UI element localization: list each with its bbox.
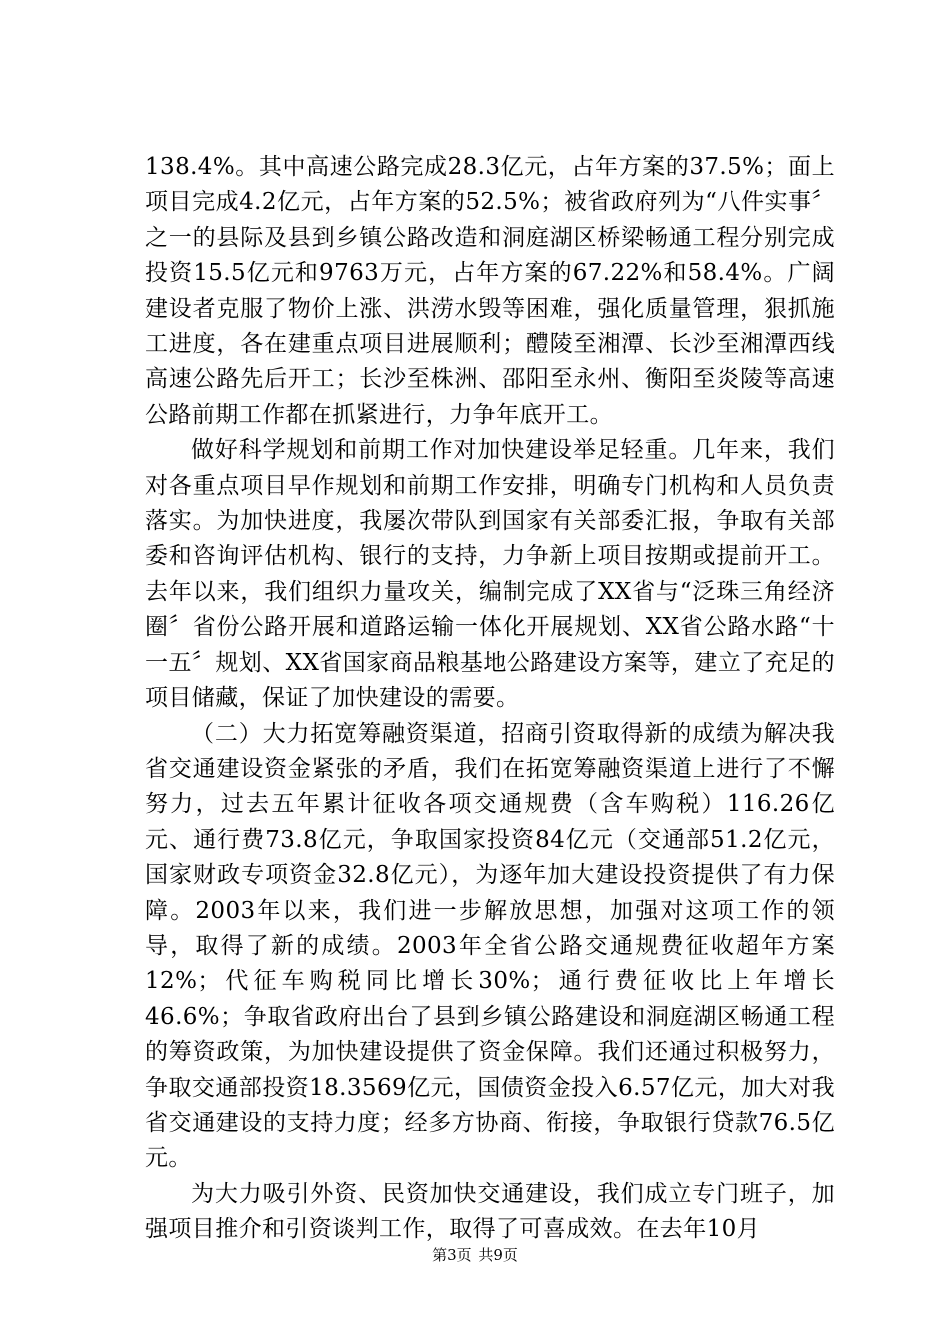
page-total: 共9页: [478, 1246, 518, 1264]
paragraph-financing: （二）大力拓宽筹融资渠道，招商引资取得新的成绩为解决我省交通建设资金紧张的矛盾，我们在拓宽筹融资渠道上进行了不懈努力，过去五年累计征收各项交通规费（含车购税）116.26亿元、通行费73.8亿元，争取国家投资84亿元（交通部51.2亿元，国家财政专项资金32.8亿元），为逐年加大建设投资提供了有力保障。2003年以来，我们进一步解放思想，加强对这项工作的领导，取得了新的成绩。2003年全省公路交通规费征收超年方案12%；代征车购税同比增长30%；通行费征收比上年增长46.6%；争取省政府出台了县到乡镇公路建设和洞庭湖区畅通工程的筹资政策，为加快建设提供了资金保障。我们还通过积极努力，争取交通部投资18.3569亿元，国债资金投入6.57亿元，加大对我省交通建设的支持力度；经多方协商、衔接，争取银行贷款76.5亿元。: [145, 720, 835, 1172]
paragraph-planning: 做好科学规划和前期工作对加快建设举足轻重。几年来，我们对各重点项目早作规划和前期工作安排，明确专门机构和人员负责落实。为加快进度，我屡次带队到国家有关部委汇报，争取有关部委和咨询评估机构、银行的支持，力争新上项目按期或提前开工。去年以来，我们组织力量攻关，编制完成了XX省与“泛珠三角经济圈〞省份公路开展和道路运输一体化开展规划、XX省公路水路“十一五〞规划、XX省国家商品粮基地公路建设方案等，建立了充足的项目储藏，保证了加快建设的需要。: [145, 437, 835, 712]
paragraph-investment: 为大力吸引外资、民资加快交通建设，我们成立专门班子，加强项目推介和引资谈判工作，取得了可喜成效。在去年10月: [145, 1180, 835, 1243]
document-body: [145, 150, 835, 1248]
paragraph-continuation: 138.4%。其中高速公路完成28.3亿元，占年方案的37.5%；面上项目完成4.2亿元，占年方案的52.5%；被省政府列为“八件实事〞之一的县际及县到乡镇公路改造和洞庭湖区桥梁畅通工程分别完成投资15.5亿元和9763万元，占年方案的67.22%和58.4%。广阔建设者克服了物价上涨、洪涝水毁等困难，强化质量管理，狠抓施工进度，各在建重点项目进展顺利；醴陵至湘潭、长沙至湘潭西线高速公路先后开工；长沙至株洲、邵阳至永州、衡阳至炎陵等高速公路前期工作都在抓紧进行，力争年底开工。: [145, 154, 835, 428]
page-number: 第3页: [432, 1246, 472, 1264]
page-footer: [0, 1245, 950, 1265]
